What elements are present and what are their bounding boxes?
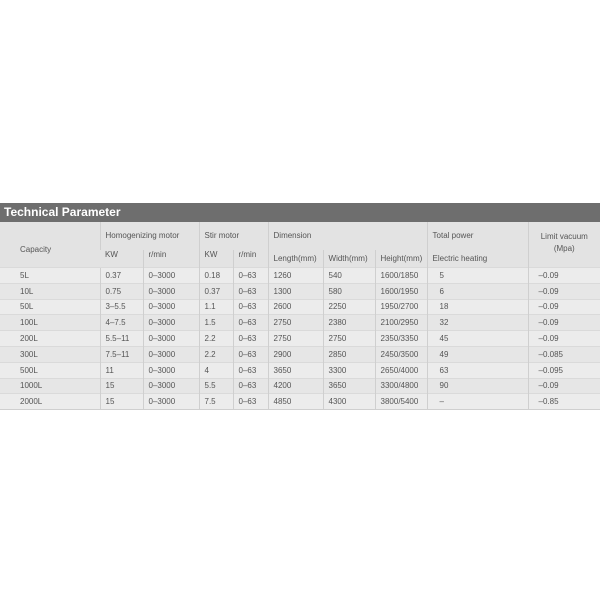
cell-sm-rmin: 0–63: [233, 362, 268, 378]
cell-limit-vacuum: –0.09: [528, 283, 600, 299]
parameter-table: [0, 222, 600, 410]
header-hm-kw: KW: [100, 250, 143, 268]
cell-capacity: 2000L: [0, 394, 100, 410]
table-row: [0, 315, 600, 331]
cell-length: 4200: [268, 378, 323, 394]
header-capacity: Capacity: [0, 222, 100, 268]
cell-limit-vacuum: –0.09: [528, 331, 600, 347]
table-row: [0, 268, 600, 284]
cell-hm-rmin: 0–3000: [143, 283, 199, 299]
table-row: [0, 283, 600, 299]
header-width: Width(mm): [323, 250, 375, 268]
cell-sm-rmin: 0–63: [233, 378, 268, 394]
cell-hm-kw: 7.5–11: [100, 346, 143, 362]
cell-width: 540: [323, 268, 375, 284]
cell-width: 2750: [323, 331, 375, 347]
cell-height: 2450/3500: [375, 346, 427, 362]
cell-length: 3650: [268, 362, 323, 378]
cell-length: 1300: [268, 283, 323, 299]
cell-sm-kw: 0.18: [199, 268, 233, 284]
cell-sm-rmin: 0–63: [233, 268, 268, 284]
table-title: Technical Parameter: [4, 205, 121, 219]
cell-hm-rmin: 0–3000: [143, 378, 199, 394]
cell-width: 3300: [323, 362, 375, 378]
cell-sm-kw: 1.1: [199, 299, 233, 315]
cell-limit-vacuum: –0.09: [528, 299, 600, 315]
header-stir-motor: Stir motor: [199, 222, 268, 250]
header-height: Height(mm): [375, 250, 427, 268]
cell-height: 1950/2700: [375, 299, 427, 315]
table-row: [0, 362, 600, 378]
cell-width: 580: [323, 283, 375, 299]
header-homogenizing-motor: Homogenizing motor: [100, 222, 199, 250]
cell-limit-vacuum: –0.085: [528, 346, 600, 362]
technical-parameter-sheet: [0, 203, 600, 410]
cell-electric-heating: 45: [427, 331, 528, 347]
cell-sm-kw: 7.5: [199, 394, 233, 410]
cell-capacity: 1000L: [0, 378, 100, 394]
cell-sm-rmin: 0–63: [233, 331, 268, 347]
cell-limit-vacuum: –0.095: [528, 362, 600, 378]
cell-sm-kw: 2.2: [199, 331, 233, 347]
cell-capacity: 300L: [0, 346, 100, 362]
cell-electric-heating: 5: [427, 268, 528, 284]
cell-electric-heating: –: [427, 394, 528, 410]
header-limit-vacuum: [528, 222, 600, 268]
cell-sm-kw: 4: [199, 362, 233, 378]
header-hm-rmin: r/min: [143, 250, 199, 268]
cell-capacity: 50L: [0, 299, 100, 315]
header-row-top: [0, 222, 600, 250]
header-limit-vacuum-line2: (Mpa): [553, 244, 575, 253]
cell-electric-heating: 18: [427, 299, 528, 315]
cell-hm-rmin: 0–3000: [143, 315, 199, 331]
cell-hm-rmin: 0–3000: [143, 362, 199, 378]
cell-limit-vacuum: –0.09: [528, 268, 600, 284]
cell-capacity: 5L: [0, 268, 100, 284]
header-limit-vacuum-line1: Limit vacuum: [540, 232, 588, 241]
title-bar: [0, 203, 600, 222]
cell-height: 3300/4800: [375, 378, 427, 394]
cell-limit-vacuum: –0.09: [528, 378, 600, 394]
cell-limit-vacuum: –0.09: [528, 315, 600, 331]
cell-hm-kw: 15: [100, 394, 143, 410]
cell-length: 2600: [268, 299, 323, 315]
cell-sm-rmin: 0–63: [233, 315, 268, 331]
cell-sm-rmin: 0–63: [233, 283, 268, 299]
cell-height: 2650/4000: [375, 362, 427, 378]
cell-length: 4850: [268, 394, 323, 410]
cell-length: 2750: [268, 331, 323, 347]
cell-hm-kw: 3–5.5: [100, 299, 143, 315]
header-dimension: Dimension: [268, 222, 427, 250]
cell-hm-rmin: 0–3000: [143, 346, 199, 362]
header-sm-rmin: r/min: [233, 250, 268, 268]
cell-limit-vacuum: –0.85: [528, 394, 600, 410]
cell-capacity: 100L: [0, 315, 100, 331]
cell-length: 2750: [268, 315, 323, 331]
cell-hm-kw: 0.37: [100, 268, 143, 284]
cell-hm-kw: 0.75: [100, 283, 143, 299]
cell-capacity: 10L: [0, 283, 100, 299]
cell-hm-rmin: 0–3000: [143, 394, 199, 410]
cell-sm-kw: 1.5: [199, 315, 233, 331]
cell-width: 2850: [323, 346, 375, 362]
cell-hm-rmin: 0–3000: [143, 268, 199, 284]
cell-sm-kw: 5.5: [199, 378, 233, 394]
cell-width: 3650: [323, 378, 375, 394]
table-row: [0, 331, 600, 347]
header-length: Length(mm): [268, 250, 323, 268]
cell-hm-rmin: 0–3000: [143, 299, 199, 315]
cell-electric-heating: 63: [427, 362, 528, 378]
cell-width: 2380: [323, 315, 375, 331]
cell-hm-rmin: 0–3000: [143, 331, 199, 347]
table-row: [0, 394, 600, 410]
cell-capacity: 500L: [0, 362, 100, 378]
header-sm-kw: KW: [199, 250, 233, 268]
cell-hm-kw: 11: [100, 362, 143, 378]
header-total-power: Total power: [427, 222, 528, 250]
table-row: [0, 346, 600, 362]
cell-height: 2100/2950: [375, 315, 427, 331]
cell-hm-kw: 5.5–11: [100, 331, 143, 347]
cell-sm-rmin: 0–63: [233, 299, 268, 315]
cell-hm-kw: 15: [100, 378, 143, 394]
cell-height: 2350/3350: [375, 331, 427, 347]
cell-capacity: 200L: [0, 331, 100, 347]
cell-length: 1260: [268, 268, 323, 284]
cell-sm-kw: 0.37: [199, 283, 233, 299]
cell-height: 1600/1950: [375, 283, 427, 299]
table-body: [0, 268, 600, 410]
cell-sm-rmin: 0–63: [233, 346, 268, 362]
cell-electric-heating: 90: [427, 378, 528, 394]
cell-width: 2250: [323, 299, 375, 315]
cell-electric-heating: 6: [427, 283, 528, 299]
cell-height: 3800/5400: [375, 394, 427, 410]
table-row: [0, 299, 600, 315]
cell-electric-heating: 32: [427, 315, 528, 331]
cell-height: 1600/1850: [375, 268, 427, 284]
cell-sm-kw: 2.2: [199, 346, 233, 362]
cell-electric-heating: 49: [427, 346, 528, 362]
cell-length: 2900: [268, 346, 323, 362]
cell-sm-rmin: 0–63: [233, 394, 268, 410]
header-electric-heating: Electric heating: [427, 250, 528, 268]
cell-hm-kw: 4–7.5: [100, 315, 143, 331]
table-row: [0, 378, 600, 394]
cell-width: 4300: [323, 394, 375, 410]
